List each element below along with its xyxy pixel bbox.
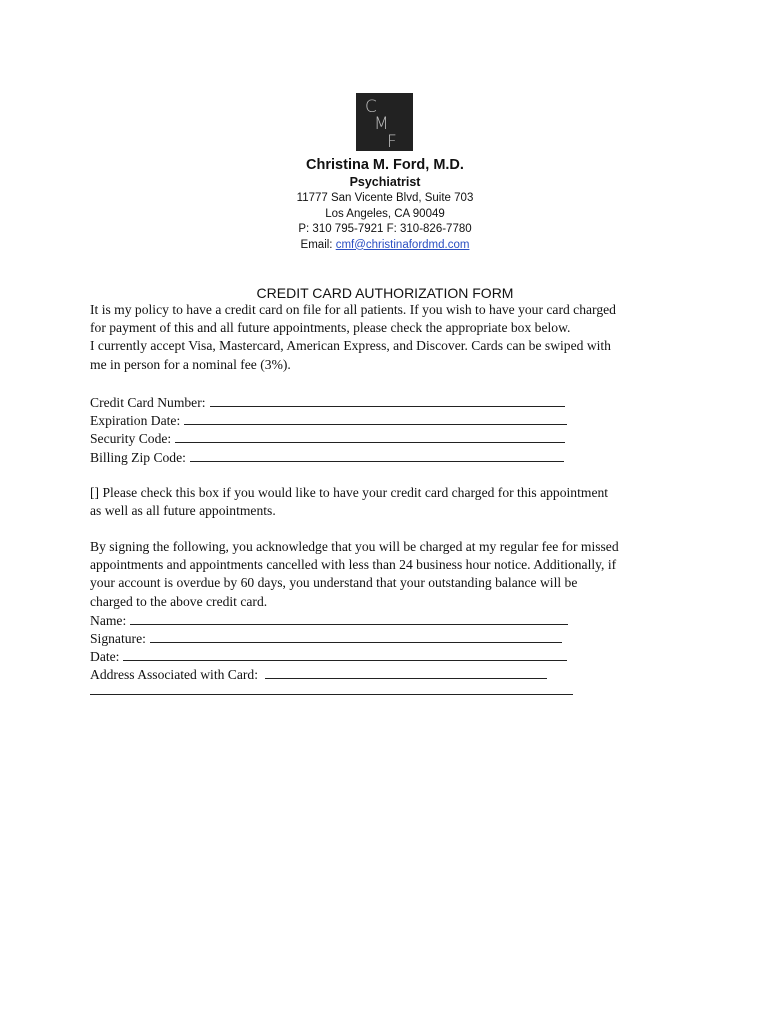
email-label: Email: (300, 238, 336, 251)
intro-line: me in person for a nominal fee (3%). (90, 356, 291, 372)
address-line-2: Los Angeles, CA 90049 (325, 207, 445, 220)
logo-letter-c: C (365, 97, 377, 117)
card-number-blank[interactable] (210, 393, 565, 407)
intro-line: for payment of this and all future appointments, please check the appropriate box below. (90, 320, 571, 336)
signature-label: Signature: (90, 631, 146, 646)
name-label: Name: (90, 612, 127, 628)
signature-field (90, 629, 690, 647)
expiration-label: Expiration Date: (90, 413, 181, 429)
intro-paragraph (90, 301, 690, 374)
form-title: CREDIT CARD AUTHORIZATION FORM (256, 285, 514, 301)
acknowledge-line: By signing the following, you acknowledge that you will be charged at my regular fee for missed (90, 539, 619, 554)
name-blank[interactable] (130, 611, 568, 625)
billing-zip-blank[interactable] (190, 448, 564, 462)
phone-fax-line: P: 310 795-7921 F: 310-826-7780 (298, 223, 472, 235)
email-line (0, 238, 770, 254)
acknowledge-line: appointments and appointments cancelled with less than 24 business hour notice. Additionally, if (90, 557, 617, 573)
billing-zip-field (90, 448, 690, 466)
date-label: Date: (90, 649, 120, 665)
card-address-field (90, 665, 690, 683)
cmf-monogram-icon (356, 93, 413, 151)
acknowledge-line: charged to the above credit card. (90, 593, 268, 609)
doctor-title: Psychiatrist (349, 175, 421, 189)
expiration-blank[interactable] (184, 411, 567, 425)
card-address-blank-continued[interactable] (90, 694, 573, 695)
card-address-blank[interactable] (265, 665, 547, 679)
logo-letter-f: F (387, 132, 397, 151)
acknowledge-paragraph (90, 538, 690, 684)
billing-zip-label: Billing Zip Code: (90, 449, 186, 465)
card-fields (90, 393, 690, 466)
card-number-label: Credit Card Number: (90, 395, 206, 410)
checkbox-paragraph (90, 484, 690, 520)
security-code-blank[interactable] (175, 429, 565, 443)
checkbox-line: as well as all future appointments. (90, 503, 276, 519)
intro-line: I currently accept Visa, Mastercard, American Express, and Discover. Cards can be swiped with (90, 338, 611, 354)
checkbox-line[interactable]: [] Please check this box if you would like to have your credit card charged for this appointment (90, 485, 609, 500)
logo-letter-m: M (374, 114, 389, 134)
doctor-name: Christina M. Ford, M.D. (306, 157, 464, 173)
date-field (90, 647, 690, 665)
expiration-field (90, 411, 690, 429)
address-line-1: 11777 San Vicente Blvd, Suite 703 (296, 192, 474, 204)
email-link[interactable]: cmf@christinafordmd.com (335, 238, 470, 251)
letterhead (0, 156, 770, 253)
intro-line: It is my policy to have a credit card on file for all patients. If you wish to have your card charged (90, 302, 616, 317)
acknowledge-line: your account is overdue by 60 days, you understand that your outstanding balance will be (90, 575, 578, 591)
date-blank[interactable] (123, 647, 567, 661)
card-number-field (90, 393, 690, 411)
security-code-field (90, 429, 690, 447)
security-code-label: Security Code: (90, 431, 172, 447)
signature-blank[interactable] (150, 629, 562, 643)
name-field (90, 611, 690, 629)
card-address-label: Address Associated with Card: (90, 667, 262, 683)
cmf-logo (356, 93, 413, 151)
